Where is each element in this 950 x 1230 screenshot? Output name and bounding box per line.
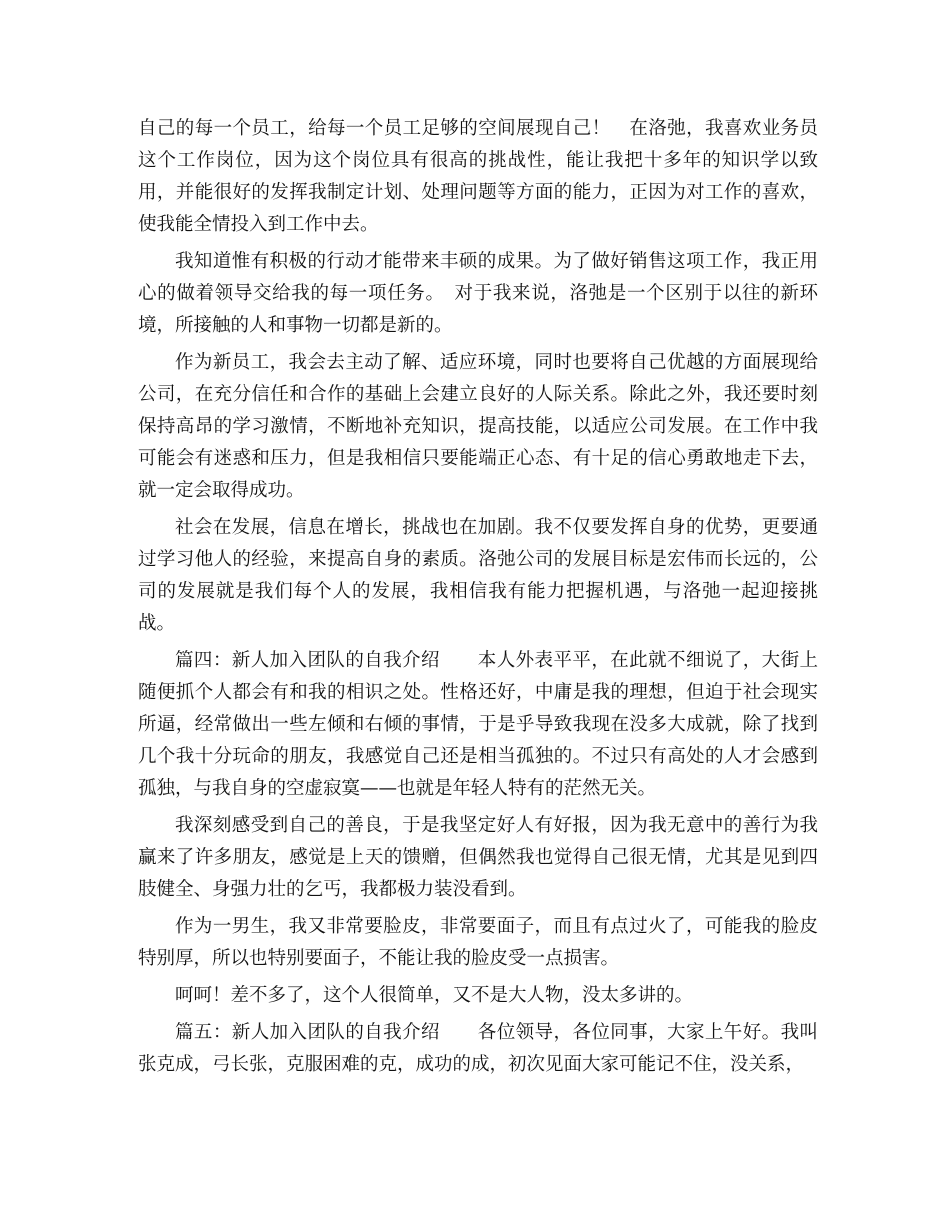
paragraph-6: 我深刻感受到自己的善良，于是我坚定好人有好报，因为我无意中的善行为我赢来了许多朋友，感觉是上天的馈赠，但偶然我也觉得自己很无情，尤其是见到四肢健全、身强力壮的乞丐，我都极力装没看到。 xyxy=(138,815,818,900)
paragraph-4: 社会在发展，信息在增长，挑战也在加剧。我不仅要发挥自身的优势，更要通过学习他人的经验，来提高自身的素质。洛弛公司的发展目标是宏伟而长远的，公司的发展就是我们每个人的发展，我相信我有能力把握机遇，与洛弛一起迎接挑战。 xyxy=(138,517,818,634)
paragraph-9: 篇五：新人加入团队的自我介绍 各位领导，各位同事，大家上午好。我叫张克成，弓长张，克服困难的克，成功的成，初次见面大家可能记不住，没关系， xyxy=(138,1022,818,1075)
paragraph-3: 作为新员工，我会去主动了解、适应环境，同时也要将自己优越的方面展现给公司，在充分信任和合作的基础上会建立良好的人际关系。除此之外，我还要时刻保持高昂的学习激情，不断地补充知识，提高技能，以适应公司发展。在工作中我可能会有迷惑和压力，但是我相信只要能端正心态、有十足的信心勇敢地走下去，就一定会取得成功。 xyxy=(138,352,818,501)
document-body xyxy=(138,113,818,1086)
paragraph-5: 篇四：新人加入团队的自我介绍 本人外表平平，在此就不细说了，大街上随便抓个人都会有和我的相识之处。性格还好，中庸是我的理想，但迫于社会现实所逼，经常做出一些左倾和右倾的事情，于是乎导致我现在没多大成就，除了找到几个我十分玩命的朋友，我感觉自己还是相当孤独的。不过只有高处的人才会感到孤独，与我自身的空虚寂寞——也就是年轻人特有的茫然无关。 xyxy=(138,650,818,799)
paragraph-1: 自己的每一个员工，给每一个员工足够的空间展现自己！ 在洛弛，我喜欢业务员这个工作岗位，因为这个岗位具有很高的挑战性，能让我把十多年的知识学以致用，并能很好的发挥我制定计划、处理问题等方面的能力，正因为对工作的喜欢，使我能全情投入到工作中去。 xyxy=(138,118,818,235)
paragraph-8: 呵呵！差不多了，这个人很简单，又不是大人物，没太多讲的。 xyxy=(175,985,694,1006)
paragraph-2: 我知道惟有积极的行动才能带来丰硕的成果。为了做好销售这项工作，我正用心的做着领导交给我的每一项任务。 对于我来说，洛弛是一个区别于以往的新环境，所接触的人和事物一切都是新的。 xyxy=(138,251,818,336)
paragraph-7: 作为一男生，我又非常要脸皮，非常要面子，而且有点过火了，可能我的脸皮特别厚，所以也特别要面子，不能让我的脸皮受一点损害。 xyxy=(138,916,818,969)
